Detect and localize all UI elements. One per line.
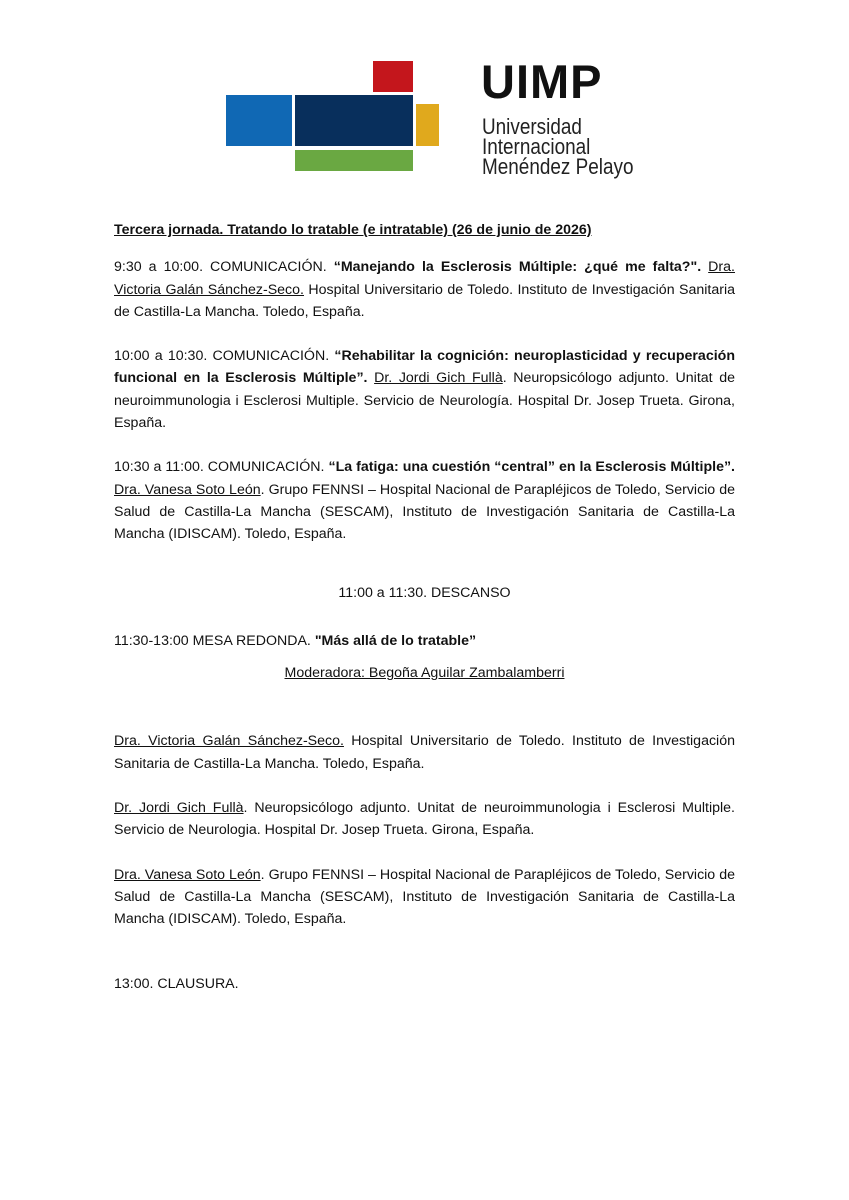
session-time: 9:30 a 10:00. COMUNICACIÓN.	[114, 259, 334, 276]
speaker-name: Dr. Jordi Gich Fullà	[374, 370, 503, 387]
roundtable-title: "Más allá de lo tratable”	[314, 632, 477, 649]
speaker-affiliation: . Neuropsicólogo adjunto. Unitat de neuroimmunologia i Esclerosi Multiple. Servicio de Neurología. Hospital Dr. Josep Trueta. Girona, España.	[114, 370, 735, 432]
uimp-logo	[0, 0, 849, 200]
session-item-2	[114, 345, 735, 434]
session-title: “La fatiga: una cuestión “central” en la Esclerosis Múltiple”.	[328, 459, 735, 476]
day-heading: Tercera jornada. Tratando lo tratable (e intratable) (26 de junio de 2026)	[114, 222, 592, 238]
roundtable-time: 11:30-13:00 MESA REDONDA.	[114, 632, 315, 649]
logo-square-navy	[295, 95, 413, 146]
logo-line-1: Universidad	[482, 114, 582, 139]
logo-line-3: Menéndez Pelayo	[482, 154, 634, 179]
logo-square-red	[373, 61, 413, 92]
speaker-name: Dra. Vanesa Soto León	[114, 481, 261, 498]
speaker-name: Dr. Jordi Gich Fullà	[114, 800, 244, 817]
session-title: “Manejando la Esclerosis Múltiple: ¿qué me falta?".	[333, 259, 702, 276]
speaker-name: Dra. Vanesa Soto León	[114, 866, 261, 883]
session-time: 10:00 a 10:30. COMUNICACIÓN.	[114, 348, 335, 365]
panelist-3	[114, 864, 735, 931]
logo-line-2: Internacional	[482, 134, 591, 159]
speaker-affiliation: Hospital Universitario de Toledo. Instituto de Investigación Sanitaria de Castilla-La Mancha. Toledo, España.	[114, 733, 735, 772]
session-time: 10:30 a 11:00. COMUNICACIÓN.	[114, 459, 329, 476]
session-item-3	[114, 456, 735, 545]
moderator-line: Moderadora: Begoña Aguilar Zambalamberri	[284, 665, 565, 682]
roundtable-line	[114, 630, 735, 652]
uimp-logo-mark	[0, 0, 849, 200]
logo-acronym: UIMP	[481, 55, 603, 108]
closing-line: 13:00. CLAUSURA.	[114, 975, 239, 992]
program-document	[114, 219, 735, 995]
speaker-affiliation: . Grupo FENNSI – Hospital Nacional de Parapléjicos de Toledo, Servicio de Salud de Castilla-La Mancha (SESCAM), Instituto de Investigación Sanitaria de Castilla-La Mancha (IDISCAM). Toledo, España.	[114, 481, 735, 543]
logo-square-blue	[226, 95, 292, 146]
speaker-name: Dra. Victoria Galán Sánchez-Seco.	[114, 733, 344, 750]
panelist-2	[114, 797, 735, 842]
break-line: 11:00 a 11:30. DESCANSO	[338, 584, 511, 601]
panelist-1	[114, 730, 735, 775]
session-title: “Rehabilitar la cognición: neuroplasticidad y recuperación funcional en la Esclerosis Múltiple”.	[114, 348, 735, 387]
speaker-name: Dra. Victoria Galán Sánchez-Seco.	[114, 259, 735, 298]
speaker-affiliation: . Grupo FENNSI – Hospital Nacional de Parapléjicos de Toledo, Servicio de Salud de Castilla-La Mancha (SESCAM), Instituto de Investigación Sanitaria de Castilla-La Mancha (IDISCAM). Toledo, España.	[114, 866, 735, 928]
logo-square-yellow	[416, 104, 439, 146]
speaker-affiliation: Hospital Universitario de Toledo. Instituto de Investigación Sanitaria de Castilla-La Mancha. Toledo, España.	[114, 281, 735, 320]
logo-square-green	[295, 150, 413, 171]
speaker-affiliation: . Neuropsicólogo adjunto. Unitat de neuroimmunologia i Esclerosi Multiple. Servicio de Neurologia. Hospital Dr. Josep Trueta. Girona, España.	[114, 800, 735, 839]
session-item-1	[114, 256, 735, 323]
